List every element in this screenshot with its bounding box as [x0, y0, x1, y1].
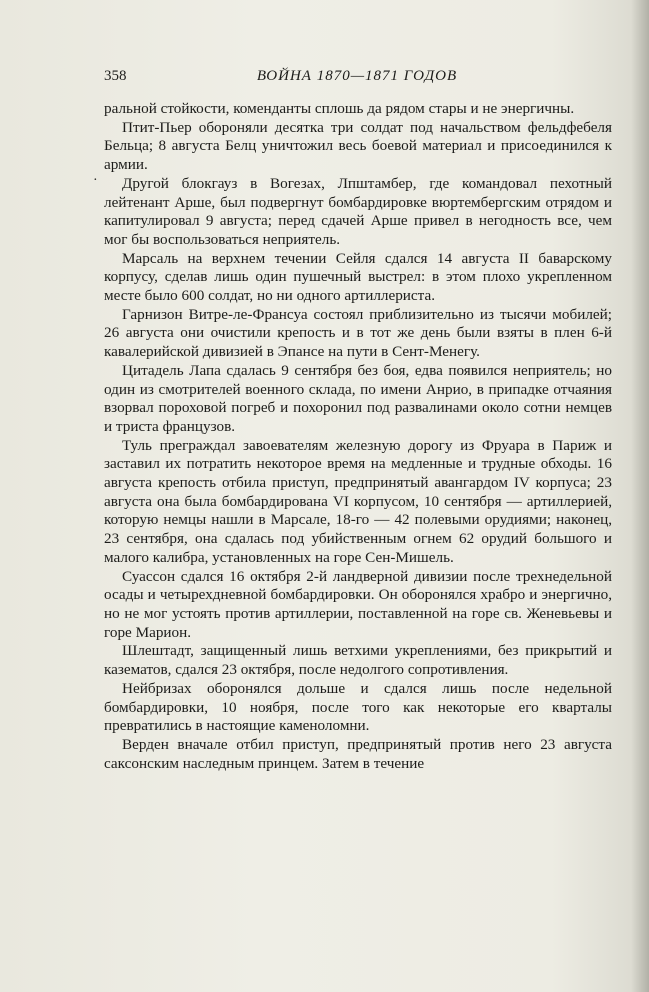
running-title: ВОЙНА 1870—1871 ГОДОВ — [256, 68, 458, 84]
paragraph: Марсаль на верхнем течении Сейля сдался 14 августа II баварскому корпусу, сделав лишь один пушечный выстрел: в этом плохо укрепленном месте было 600 солдат, но ни одного артиллериста. — [104, 249, 612, 305]
paragraph: Шлештадт, защищенный лишь ветхими укреплениями, без прикрытий и казематов, сдался 23 октября, после недолгого сопротивления. — [104, 642, 612, 679]
paragraph: ральной стойкости, коменданты сплошь да рядом стары и не энергичны. — [104, 100, 575, 117]
paragraph: Верден вначале отбил приступ, предпринятый против него 23 августа саксонским наследным принцем. Затем в течение — [104, 735, 612, 772]
paragraph: Суассон сдался 16 октября 2-й ландверной дивизии после трехнедельной осады и четырехдневной бомбардировки. Он оборонялся храбро и энергично, но не мог устоять против артиллерии, поставленной на горе св. Женевьевы и горе Марион. — [104, 567, 612, 641]
page-header — [104, 68, 610, 90]
paragraph: Другой блокгауз в Вогезах, Лпштамбер, где командовал пехотный лейтенант Арше, был подвергнут бомбардировке вюртембергским отрядом и капитулировал 9 августа; перед сдачей Арше привел в негодность все, чем мог бы воспользоваться неприятель. — [104, 174, 612, 248]
margin-mark: · — [93, 173, 98, 188]
page-spine-shadow — [631, 0, 649, 992]
paragraph: Гарнизон Витре-ле-Франсуа состоял приблизительно из тысячи мобилей; 26 августа они очистили крепость и в тот же день были взяты в плен 6-й кавалерийской дивизией в Эпансе на пути в Сент-Менегу. — [104, 305, 612, 361]
paragraph: Цитадель Лапа сдалась 9 сентября без боя, едва появился неприятель; но один из смотрителей военного склада, по имени Анрио, в припадке отчаяния взорвал пороховой погреб и похоронил под развалинами около сотни немцев и триста французов. — [104, 361, 612, 435]
paragraph: Птит-Пьер обороняли десятка три солдат под начальством фельдфебеля Бельца; 8 августа Белц уничтожил весь боевой материал и присоединился к армии. — [104, 118, 612, 174]
paragraph: Туль преграждал завоевателям железную дорогу из Фруара в Париж и заставил их потратить некоторое время на медленные и трудные обходы. 16 августа крепость отбила приступ, предпринятый авангардом IV корпуса; 23 августа она была бомбардирована VI корпусом, 10 сентября — артиллерией, которую немцы нашли в Марсале, 18-го — 42 полевыми орудиями; наконец, 23 сентября, она сдалась под убийственным огнем 62 орудий большого и малого калибра, установленных на горе Сен-Мишель. — [104, 436, 612, 566]
body-text — [104, 100, 612, 773]
paragraph: Нейбризах оборонялся дольше и сдался лишь после недельной бомбардировки, 10 ноября, после того как некоторые его кварталы превратились в настоящие каменоломни. — [104, 679, 612, 735]
page-number: 358 — [104, 68, 127, 84]
